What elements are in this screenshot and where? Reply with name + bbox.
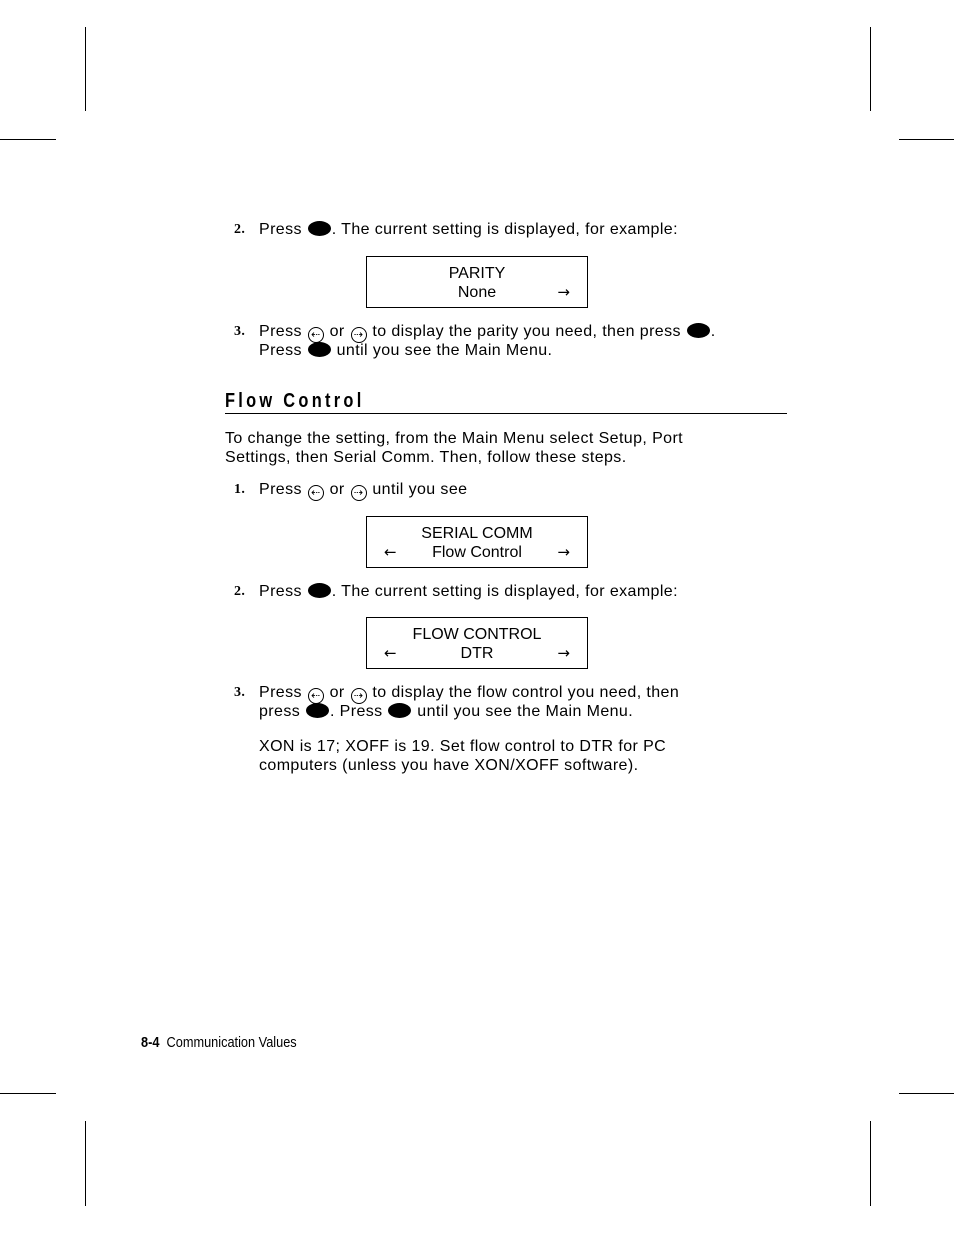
- page-footer: [141, 1034, 297, 1051]
- step-text: until you see the Main Menu.: [417, 703, 634, 720]
- crop-mark: [85, 1121, 86, 1206]
- section-heading: Flow Control: [225, 390, 365, 412]
- heading-rule: [225, 413, 787, 414]
- lcd-display-serial-comm: [366, 516, 588, 568]
- right-arrow-icon: →: [557, 644, 570, 662]
- press-text: press: [259, 703, 301, 720]
- lcd-line-2: DTR: [460, 645, 494, 662]
- right-key-icon: ⇢: [351, 688, 367, 704]
- step-text: to display the parity you need, then press: [372, 323, 681, 340]
- left-key-icon: ⇠: [308, 688, 324, 704]
- lcd-display-flow-control: [366, 617, 588, 669]
- crop-mark: [0, 1093, 56, 1094]
- period-text: .: [710, 323, 716, 340]
- or-text: or: [329, 481, 345, 498]
- step-number: 2.: [234, 584, 246, 599]
- crop-mark: [85, 27, 86, 111]
- intro-line-2: Settings, then Serial Comm. Then, follow these steps.: [225, 449, 627, 466]
- step-text: to display the flow control you need, then: [372, 684, 680, 701]
- press-text: Press: [259, 221, 302, 238]
- enter-key-icon: [306, 703, 329, 718]
- enter-key-icon: [308, 583, 331, 598]
- right-arrow-icon: →: [557, 543, 570, 561]
- step-number: 1.: [234, 482, 246, 497]
- press-text: Press: [259, 481, 302, 498]
- left-key-icon: ⇠: [308, 485, 324, 501]
- enter-key-icon: [308, 342, 331, 357]
- step-text: . Press: [329, 703, 383, 720]
- press-text: Press: [259, 342, 302, 359]
- step-number: 3.: [234, 685, 246, 700]
- step-number: 3.: [234, 324, 246, 339]
- or-text: or: [329, 323, 345, 340]
- crop-mark: [870, 1121, 871, 1206]
- step-text: until you see the Main Menu.: [336, 342, 553, 359]
- press-text: Press: [259, 583, 302, 600]
- lcd-line-1: SERIAL COMM: [421, 525, 533, 542]
- crop-mark: [899, 1093, 954, 1094]
- right-key-icon: ⇢: [351, 327, 367, 343]
- footer-title: Communication Values: [166, 1034, 297, 1051]
- lcd-line-1: PARITY: [448, 265, 506, 282]
- crop-mark: [870, 27, 871, 111]
- lcd-line-2: Flow Control: [432, 544, 522, 561]
- crop-mark: [0, 139, 56, 140]
- lcd-line-1: FLOW CONTROL: [412, 626, 542, 643]
- enter-key-icon: [687, 323, 710, 338]
- page-number: 8-4: [141, 1034, 160, 1051]
- right-key-icon: ⇢: [351, 485, 367, 501]
- step-text: until you see: [372, 481, 468, 498]
- press-text: Press: [259, 684, 302, 701]
- lcd-line-2: None: [457, 284, 497, 301]
- step-number: 2.: [234, 222, 246, 237]
- note-line-2: computers (unless you have XON/XOFF software).: [259, 757, 639, 774]
- crop-mark: [899, 139, 954, 140]
- press-text: Press: [259, 323, 302, 340]
- note-line-1: XON is 17; XOFF is 19. Set flow control to DTR for PC: [259, 738, 667, 755]
- intro-line-1: To change the setting, from the Main Menu select Setup, Port: [225, 430, 684, 447]
- left-key-icon: ⇠: [308, 327, 324, 343]
- left-arrow-icon: ←: [384, 543, 397, 561]
- left-arrow-icon: ←: [384, 644, 397, 662]
- right-arrow-icon: →: [557, 283, 570, 301]
- enter-key-icon: [308, 221, 331, 236]
- step-text: . The current setting is displayed, for example:: [331, 583, 678, 600]
- enter-key-icon: [388, 703, 411, 718]
- or-text: or: [329, 684, 345, 701]
- step-text: . The current setting is displayed, for example:: [331, 221, 678, 238]
- lcd-display-parity: [366, 256, 588, 308]
